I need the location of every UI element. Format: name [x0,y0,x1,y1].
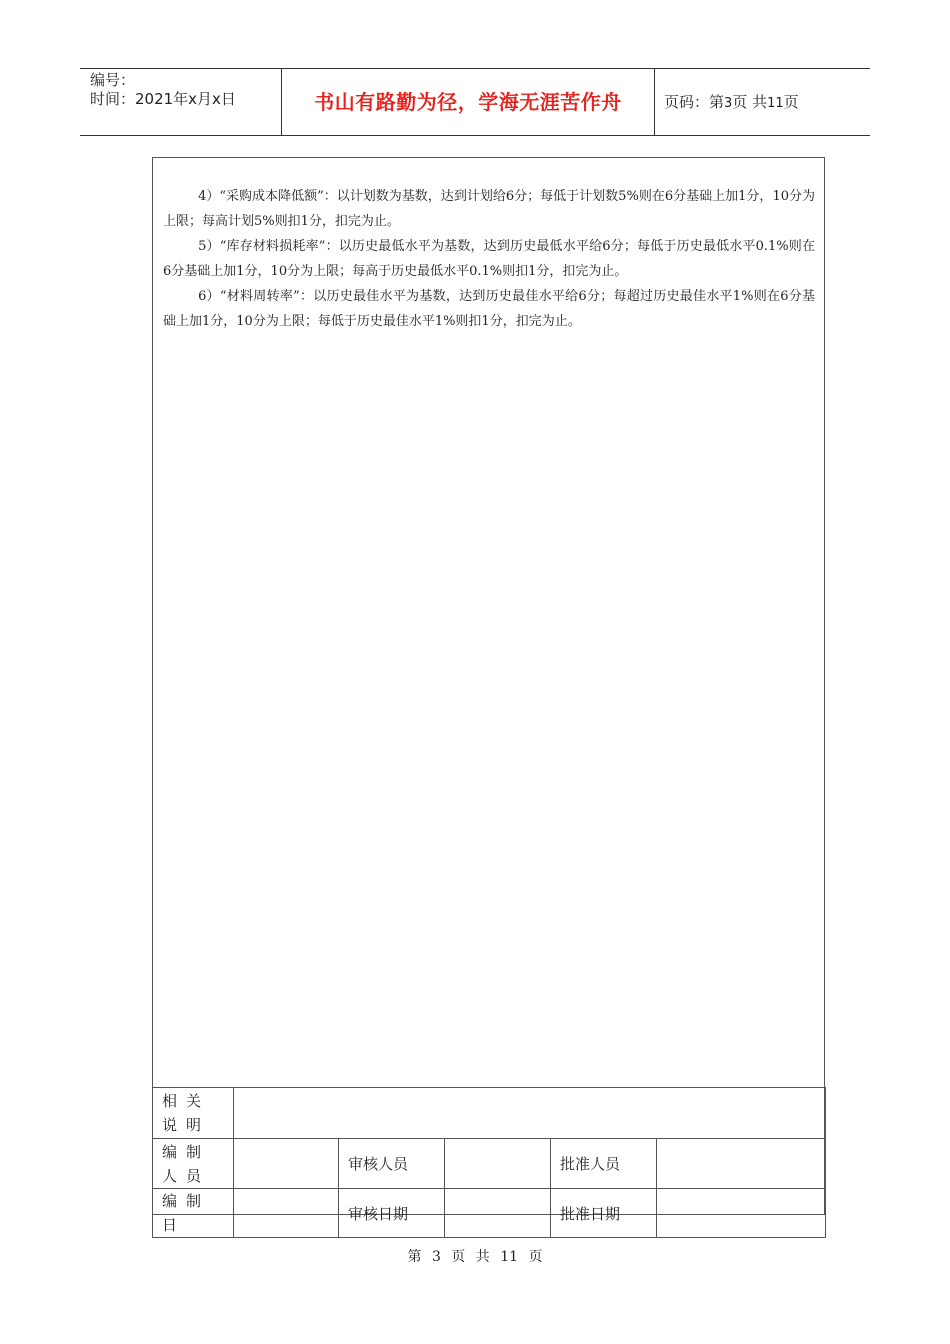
content-body [163,184,815,334]
document-number-label: 编号： [90,71,136,89]
review-date-field[interactable] [445,1189,551,1238]
header-page-info [664,69,799,135]
review-date-label: 审核日期 [339,1189,445,1238]
page-footer: 第 3 页 共 11 页 [407,1249,543,1265]
paragraph: 6）“材料周转率”：以历史最佳水平为基数，达到历史最佳水平给6分；每超过历史最佳水平1%则在6分基础上加1分，10分为上限；每低于历史最佳水平1%则扣1分，扣完为止。 [163,289,815,329]
approve-date-field[interactable] [657,1189,826,1238]
table-row [153,1139,826,1189]
table-row [153,1189,826,1238]
document-date-label: 时间：2021年x月x日 [90,90,236,108]
page-total: 11 [767,96,784,111]
signature-table [152,1087,826,1238]
header-divider [654,69,655,135]
approver-field[interactable] [657,1139,826,1189]
content-frame [152,157,825,1215]
paragraph: 5）“库存材料损耗率”：以历史最低水平为基数，达到历史最低水平给6分；每低于历史最低水平0.1%则在6分基础上加1分，10分为上限；每高于历史最低水平0.1%则扣1分，扣完为止。 [163,239,815,279]
page-header [80,68,870,136]
header-motto: 书山有路勤为径，学海无涯苦作舟 [314,90,622,114]
related-notes-field[interactable] [234,1088,826,1139]
compiler-label: 编制人员 [153,1139,234,1189]
page-label-prefix: 页码：第 [664,93,725,111]
reviewer-label: 审核人员 [339,1139,445,1189]
page-label-suffix: 页 [783,93,799,111]
page-label-mid: 页 共 [732,93,768,111]
compiler-field[interactable] [234,1139,339,1189]
reviewer-field[interactable] [445,1139,551,1189]
compile-date-field[interactable] [234,1189,339,1238]
table-row [153,1088,826,1139]
related-notes-label: 相关说明 [153,1088,234,1139]
approve-date-label: 批准日期 [551,1189,657,1238]
compile-date-label: 编制日 [153,1189,234,1238]
page-current: 3 [724,96,733,111]
approver-label: 批准人员 [551,1139,657,1189]
header-meta [90,69,280,135]
paragraph: 4）“采购成本降低额”：以计划数为基数，达到计划给6分；每低于计划数5%则在6分基础上加1分，10分为上限；每高计划5%则扣1分，扣完为止。 [163,189,815,229]
